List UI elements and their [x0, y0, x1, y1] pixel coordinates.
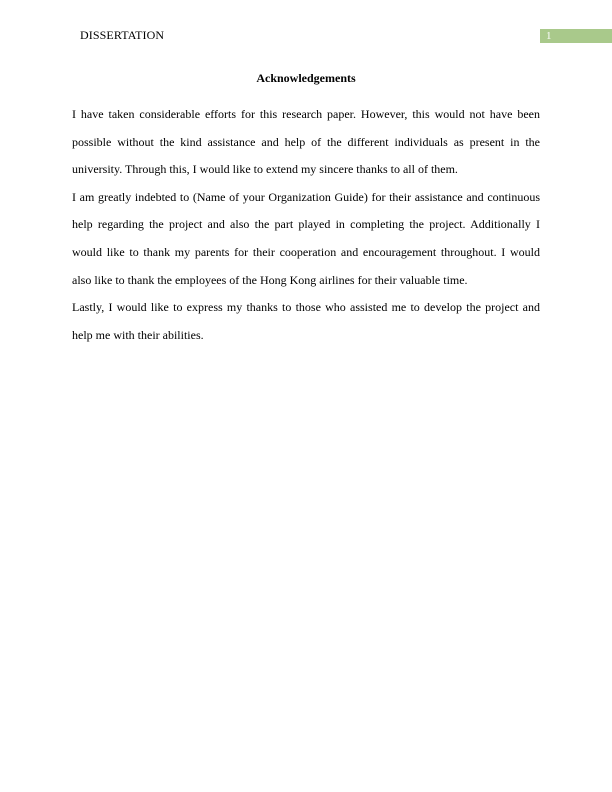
running-header: DISSERTATION	[80, 28, 165, 42]
paragraph: I have taken considerable efforts for this research paper. However, this would not have been possible without the kind assistance and help of the different individuals as present in the university. Through this, I would like to extend my sincere thanks to all of them.	[72, 107, 540, 177]
paragraph: I am greatly indebted to (Name of your Organization Guide) for their assistance and continuous help regarding the project and also the part played in completing the project. Additionally I would like to thank my parents for their cooperation and encouragement throughout. I would also like to thank the employees of the Hong Kong airlines for their valuable time.	[72, 189, 540, 287]
section-heading: Acknowledgements	[256, 71, 356, 85]
page-number: 1	[540, 29, 612, 43]
paragraph: Lastly, I would like to express my thanks to those who assisted me to develop the project and help me with their abilities.	[72, 300, 540, 342]
body-text	[72, 101, 540, 349]
